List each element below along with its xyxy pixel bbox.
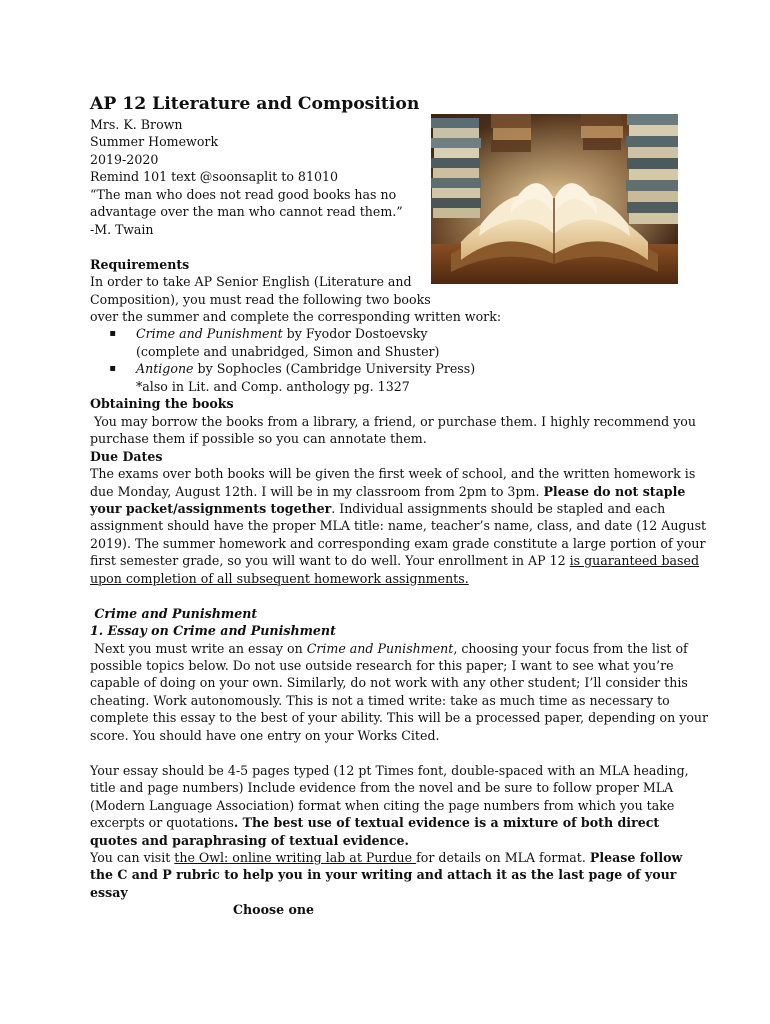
book-list-item xyxy=(90,325,680,342)
essay-text-6: score. You should have one entry on your Works Cited. xyxy=(90,727,440,743)
choose-one-label: Choose one xyxy=(233,902,315,918)
obtaining-text-2: purchase them if possible so you can annotate them. xyxy=(90,431,427,447)
evidence-note: . The best use of textual evidence is a mixture of both direct xyxy=(233,815,660,831)
obtaining-heading: Obtaining the books xyxy=(90,396,234,412)
essay-text-5: complete this essay to the best of your ability. This will be a processed paper, depending on your xyxy=(90,710,709,726)
obtaining-text-1: You may borrow the books from a library, a friend, or purchase them. I highly recommend you xyxy=(90,413,696,429)
document-body xyxy=(90,92,709,919)
quote-line-2: advantage over the man who cannot read them.” xyxy=(90,204,403,220)
essay-text-1a: Next you must write an essay on xyxy=(90,640,307,656)
due-text-7: upon completion of all subsequent homework assignments. xyxy=(90,570,469,586)
format-text-3: (Modern Language Association) format when citing the page numbers from which you take xyxy=(90,797,675,813)
format-text-6a: You can visit xyxy=(90,849,175,865)
rubric-instruction: Please follow xyxy=(589,849,683,865)
assignment-label: Summer Homework xyxy=(90,134,219,150)
essay-book-title: Crime and Punishment xyxy=(306,640,454,656)
book-title: Crime and Punishment xyxy=(136,326,283,342)
due-text-6 xyxy=(90,552,700,569)
essay-text-3: capable of doing on your own. Similarly, do not work with any other student; I’ll consider this xyxy=(90,675,688,691)
essay-text-1c: , choosing your focus from the list of xyxy=(453,640,688,656)
essay-subheading: 1. Essay on Crime and Punishment xyxy=(90,623,336,639)
due-text-3b: . Individual assignments should be stapled and each xyxy=(331,500,666,516)
essay-text-1 xyxy=(90,640,688,657)
enrollment-guarantee: is guaranteed based xyxy=(569,553,700,569)
requirements-heading: Requirements xyxy=(90,256,190,272)
remind-info: Remind 101 text @soonsaplit to 81010 xyxy=(90,169,338,185)
due-text-3 xyxy=(90,500,680,517)
purdue-owl-link[interactable]: the Owl: online writing lab at Purdue xyxy=(174,849,417,865)
due-text-6a: first semester grade, so you will want to do well. Your enrollment in AP 12 xyxy=(90,553,570,569)
book-note: (complete and unabridged, Simon and Shuster) xyxy=(136,343,440,359)
school-year: 2019-2020 xyxy=(90,151,159,167)
due-text-4: assignment should have the proper MLA title: name, teacher’s name, class, and date (12 August xyxy=(90,518,707,534)
quote-author: -M. Twain xyxy=(90,221,154,237)
no-staple-warning: Please do not staple xyxy=(543,483,686,499)
due-text-5: 2019). The summer homework and corresponding exam grade constitute a large portion of your xyxy=(90,535,706,551)
book-author: by Sophocles (Cambridge University Press) xyxy=(193,361,476,377)
quote-line-1: “The man who does not read good books has no xyxy=(90,186,397,202)
bullet-icon: ▪ xyxy=(109,328,116,340)
book-author: by Fyodor Dostoevsky xyxy=(282,326,428,342)
format-text-1: Your essay should be 4-5 pages typed (12 pt Times font, double-spaced with an MLA heading, xyxy=(90,762,689,778)
format-text-6b: for details on MLA format. xyxy=(416,849,590,865)
format-text-4a: excerpts or quotations xyxy=(90,815,234,831)
book-list-item xyxy=(90,360,680,377)
format-text-7: the C and P rubric to help you in your writing and attach it as the last page of your xyxy=(90,867,677,883)
due-dates-heading: Due Dates xyxy=(90,448,163,464)
format-text-5: quotes and paraphrasing of textual evidence. xyxy=(90,832,409,848)
book-note: *also in Lit. and Comp. anthology pg. 1327 xyxy=(136,378,410,394)
teacher-name: Mrs. K. Brown xyxy=(90,117,183,132)
book-title: Antigone xyxy=(136,361,194,377)
format-text-4 xyxy=(90,814,680,831)
requirements-text-2: Composition), you must read the following two books xyxy=(90,291,431,307)
format-text-6 xyxy=(90,849,683,866)
essay-text-4: cheating. Work autonomously. This is not a timed write: take as much time as necessary to xyxy=(90,692,670,708)
document-title: AP 12 Literature and Composition xyxy=(90,94,420,114)
requirements-text-1: In order to take AP Senior English (Literature and xyxy=(90,274,412,290)
due-text-1: The exams over both books will be given the first week of school, and the written homework is xyxy=(90,466,696,482)
bullet-icon: ▪ xyxy=(109,363,116,375)
essay-text-2: possible topics below. Do not use outside research for this paper; I want to see what you’re xyxy=(90,658,674,674)
crime-section-heading: Crime and Punishment xyxy=(90,605,258,621)
due-text-2 xyxy=(90,483,686,500)
requirements-text-3: over the summer and complete the corresponding written work: xyxy=(90,308,502,324)
format-text-2: title and page numbers) Include evidence from the novel and be sure to follow proper MLA xyxy=(90,780,674,796)
format-text-8: essay xyxy=(90,884,128,900)
packet-warning: your packet/assignments together xyxy=(90,500,332,516)
due-text-2a: due Monday, August 12th. I will be in my classroom from 2pm to 3pm. xyxy=(90,483,544,499)
